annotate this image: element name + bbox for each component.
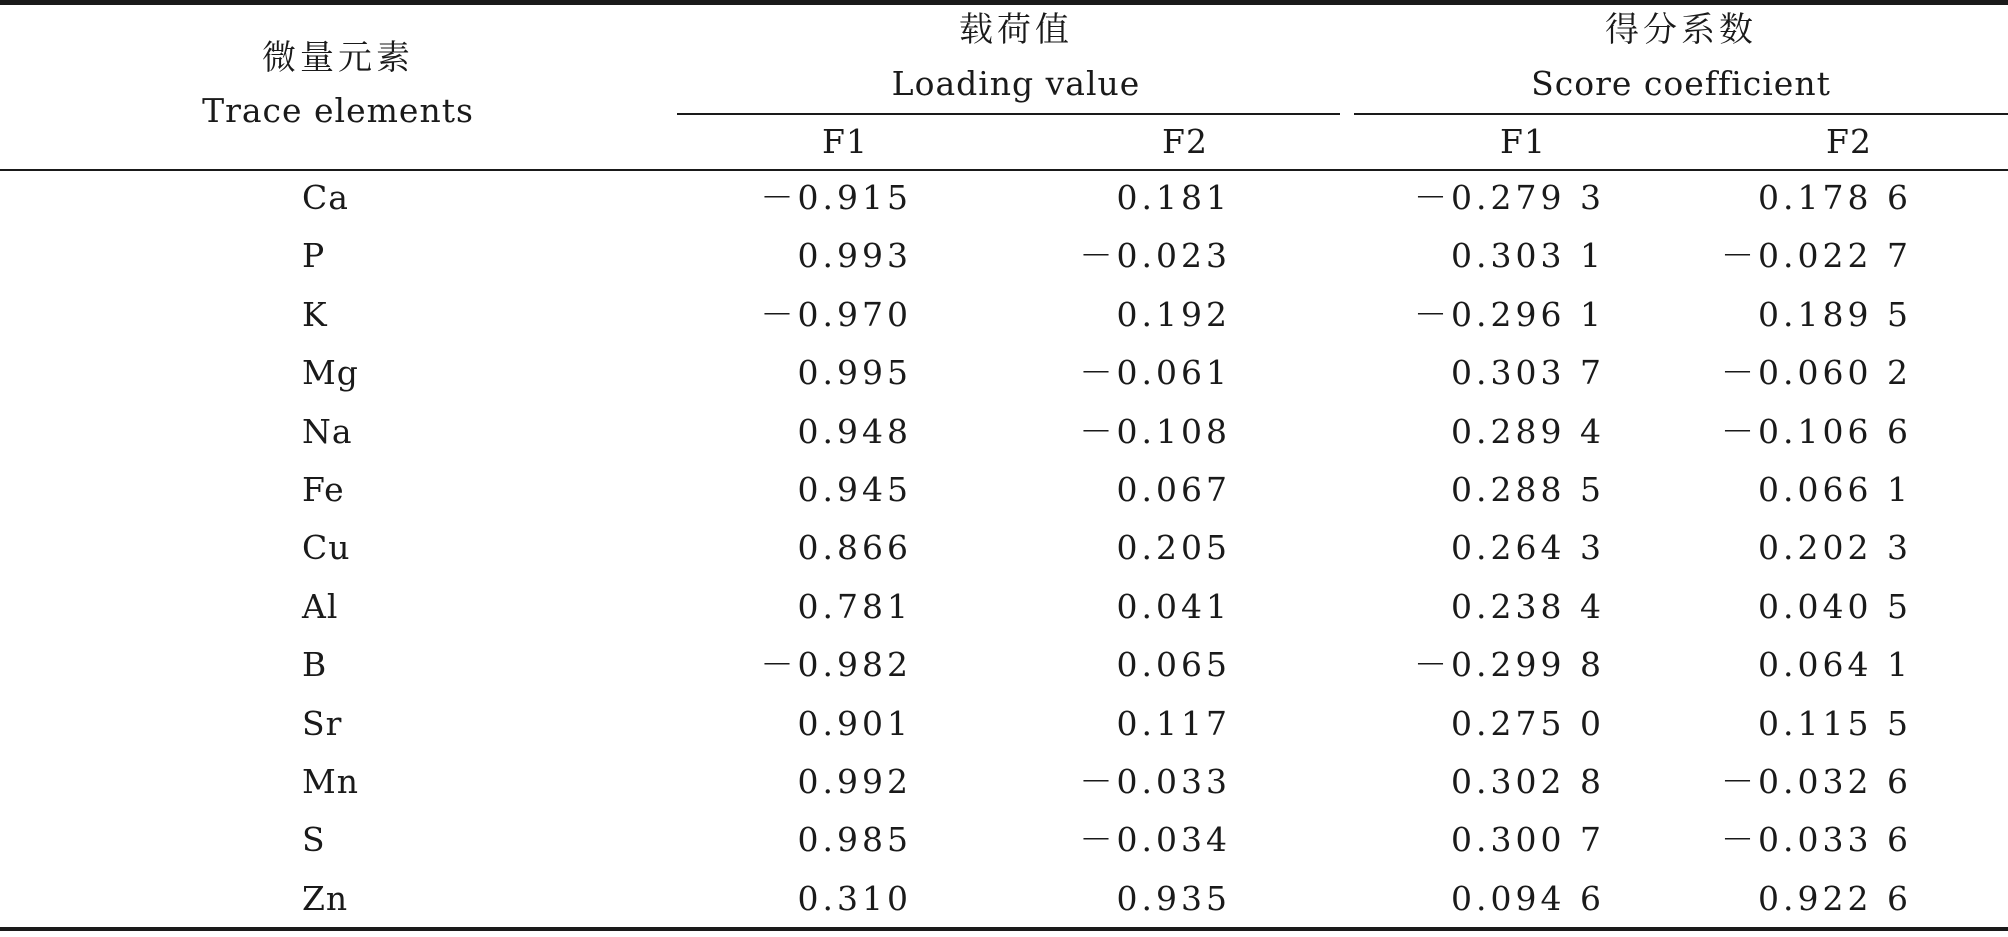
header-score-f1: F1 bbox=[1500, 122, 1546, 161]
cell-score-f1: 0.264 3 bbox=[1451, 528, 1605, 567]
header-score-zh: 得分系数 bbox=[1605, 10, 1757, 50]
cell-element: Zn bbox=[302, 879, 349, 918]
cell-score-f1: －0.299 8 bbox=[1414, 645, 1605, 684]
cell-element: Na bbox=[302, 412, 353, 451]
cell-load-f1: 0.985 bbox=[797, 820, 912, 859]
score-group-rule bbox=[1354, 113, 2008, 115]
cell-load-f2: －0.061 bbox=[1079, 353, 1231, 392]
cell-score-f2: 0.064 1 bbox=[1758, 645, 1912, 684]
cell-score-f1: 0.238 4 bbox=[1451, 587, 1605, 626]
cell-load-f1: 0.866 bbox=[797, 528, 912, 567]
cell-load-f2: －0.108 bbox=[1079, 412, 1231, 451]
cell-element: Fe bbox=[302, 470, 345, 509]
cell-load-f1: －0.915 bbox=[760, 178, 912, 217]
cell-element: Ca bbox=[302, 178, 349, 217]
table-row bbox=[0, 236, 2008, 294]
cell-score-f2: －0.060 2 bbox=[1721, 353, 1912, 392]
cell-score-f1: 0.288 5 bbox=[1451, 470, 1605, 509]
cell-load-f2: 0.181 bbox=[1116, 178, 1231, 217]
cell-load-f1: －0.982 bbox=[760, 645, 912, 684]
cell-element: Sr bbox=[302, 704, 343, 743]
cell-load-f2: －0.034 bbox=[1079, 820, 1231, 859]
header-loading-f2: F2 bbox=[1162, 122, 1208, 161]
cell-load-f2: 0.192 bbox=[1116, 295, 1231, 334]
header-element-en: Trace elements bbox=[202, 91, 474, 130]
cell-element: Cu bbox=[302, 528, 351, 567]
table-row bbox=[0, 470, 2008, 528]
cell-load-f1: 0.992 bbox=[797, 762, 912, 801]
cell-element: Al bbox=[302, 587, 339, 626]
cell-load-f2: 0.117 bbox=[1116, 704, 1231, 743]
cell-load-f1: 0.995 bbox=[797, 353, 912, 392]
cell-load-f2: 0.041 bbox=[1116, 587, 1231, 626]
cell-load-f1: 0.993 bbox=[797, 236, 912, 275]
cell-load-f2: －0.033 bbox=[1079, 762, 1231, 801]
header-element-zh: 微量元素 bbox=[262, 38, 414, 78]
cell-score-f2: 0.115 5 bbox=[1758, 704, 1912, 743]
header-bottom-rule bbox=[0, 169, 2008, 171]
table-row bbox=[0, 412, 2008, 470]
header-loading-f1: F1 bbox=[822, 122, 868, 161]
table-row bbox=[0, 587, 2008, 645]
cell-load-f1: 0.948 bbox=[797, 412, 912, 451]
cell-element: K bbox=[302, 295, 328, 334]
cell-score-f1: －0.279 3 bbox=[1414, 178, 1605, 217]
cell-score-f2: 0.066 1 bbox=[1758, 470, 1912, 509]
cell-score-f1: 0.302 8 bbox=[1451, 762, 1605, 801]
cell-load-f2: 0.065 bbox=[1116, 645, 1231, 684]
header-score-f2: F2 bbox=[1826, 122, 1872, 161]
cell-score-f1: 0.300 7 bbox=[1451, 820, 1605, 859]
cell-score-f2: 0.189 5 bbox=[1758, 295, 1912, 334]
cell-score-f1: 0.289 4 bbox=[1451, 412, 1605, 451]
cell-score-f2: 0.178 6 bbox=[1758, 178, 1912, 217]
cell-score-f1: 0.275 0 bbox=[1451, 704, 1605, 743]
table-row bbox=[0, 704, 2008, 762]
cell-load-f2: －0.023 bbox=[1079, 236, 1231, 275]
table-row bbox=[0, 820, 2008, 878]
table-row bbox=[0, 762, 2008, 820]
cell-score-f2: －0.032 6 bbox=[1721, 762, 1912, 801]
cell-score-f2: 0.040 5 bbox=[1758, 587, 1912, 626]
cell-score-f1: 0.303 1 bbox=[1451, 236, 1605, 275]
header-loading-zh: 载荷值 bbox=[959, 10, 1073, 50]
cell-load-f1: 0.901 bbox=[797, 704, 912, 743]
cell-load-f1: 0.945 bbox=[797, 470, 912, 509]
cell-score-f2: 0.202 3 bbox=[1758, 528, 1912, 567]
cell-load-f1: －0.970 bbox=[760, 295, 912, 334]
cell-element: Mn bbox=[302, 762, 360, 801]
table-bottom-rule bbox=[0, 927, 2008, 931]
cell-score-f1: －0.296 1 bbox=[1414, 295, 1605, 334]
cell-element: B bbox=[302, 645, 328, 684]
table-top-rule bbox=[0, 0, 2008, 5]
cell-load-f2: 0.935 bbox=[1116, 879, 1231, 918]
header-score-en: Score coefficient bbox=[1531, 64, 1831, 103]
cell-score-f2: 0.922 6 bbox=[1758, 879, 1912, 918]
cell-score-f1: 0.094 6 bbox=[1451, 879, 1605, 918]
header-loading-en: Loading value bbox=[891, 64, 1141, 103]
cell-element: S bbox=[302, 820, 326, 859]
table-row bbox=[0, 645, 2008, 703]
table-row bbox=[0, 528, 2008, 586]
loading-group-rule bbox=[677, 113, 1340, 115]
table-row bbox=[0, 178, 2008, 236]
table-row bbox=[0, 353, 2008, 411]
table-row bbox=[0, 295, 2008, 353]
cell-score-f2: －0.033 6 bbox=[1721, 820, 1912, 859]
cell-score-f2: －0.106 6 bbox=[1721, 412, 1912, 451]
cell-element: P bbox=[302, 236, 326, 275]
cell-load-f1: 0.781 bbox=[797, 587, 912, 626]
cell-score-f2: －0.022 7 bbox=[1721, 236, 1912, 275]
cell-load-f2: 0.067 bbox=[1116, 470, 1231, 509]
cell-score-f1: 0.303 7 bbox=[1451, 353, 1605, 392]
cell-load-f1: 0.310 bbox=[797, 879, 912, 918]
cell-element: Mg bbox=[302, 353, 359, 392]
cell-load-f2: 0.205 bbox=[1116, 528, 1231, 567]
